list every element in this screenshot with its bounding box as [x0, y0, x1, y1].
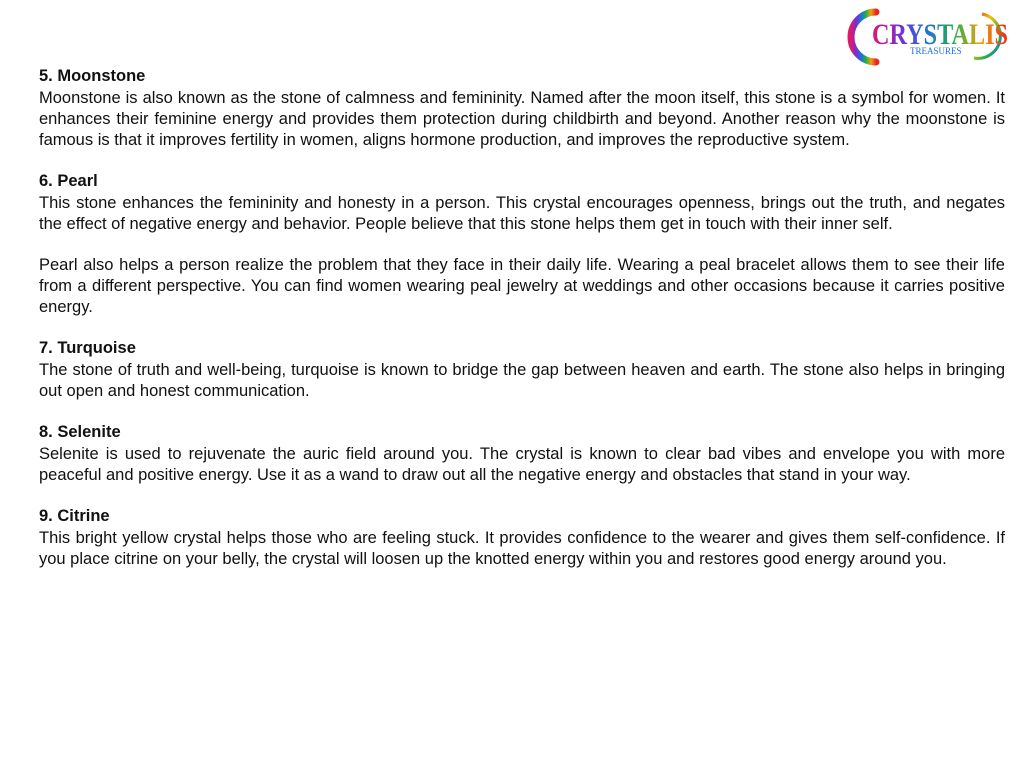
- section-moonstone: [39, 66, 1005, 151]
- section-turquoise: [39, 338, 1005, 402]
- section-pearl: [39, 171, 1005, 318]
- paragraph: This stone enhances the femininity and honesty in a person. This crystal encourages openness, brings out the truth, and negates the effect of negative energy and behavior. People believe that this stone helps them get in touch with their inner self.: [39, 194, 1005, 233]
- paragraph: The stone of truth and well-being, turquoise is known to bridge the gap between heaven and earth. The stone also helps in bringing out open and honest communication.: [39, 361, 1005, 400]
- section-title: 5. Moonstone: [39, 67, 146, 85]
- paragraph: Selenite is used to rejuvenate the auric field around you. The crystal is known to clear bad vibes and envelope you with more peaceful and positive energy. Use it as a wand to draw out all the negative energy and obstacles that stand in your way.: [39, 445, 1005, 484]
- paragraph: Pearl also helps a person realize the problem that they face in their daily life. Wearing a peal bracelet allows them to see their life from a different perspective. You can find women wearing peal jewelry at weddings and other occasions because it carries positive energy.: [39, 256, 1005, 316]
- logo-tagline-text: TREASURES: [910, 46, 962, 56]
- logo-graphic: [846, 6, 1014, 70]
- paragraph: This bright yellow crystal helps those who are feeling stuck. It provides confidence to the wearer and gives them self-confidence. If you place citrine on your belly, the crystal will loosen up the knotted energy within you and restores good energy around you.: [39, 529, 1005, 568]
- article-body: [39, 66, 1005, 590]
- section-title: 9. Citrine: [39, 507, 110, 525]
- section-title: 8. Selenite: [39, 423, 121, 441]
- paragraph: Moonstone is also known as the stone of calmness and femininity. Named after the moon itself, this stone is a symbol for women. It enhances their feminine energy and provides them protection during childbirth and beyond. Another reason why the moonstone is famous is that it improves fertility in women, aligns hormone production, and improves the reproductive system.: [39, 89, 1005, 149]
- section-title: 7. Turquoise: [39, 339, 136, 357]
- section-selenite: [39, 422, 1005, 486]
- logo-brand-text: CRYSTALIS: [872, 18, 1008, 51]
- section-title: 6. Pearl: [39, 172, 98, 190]
- crystalis-logo: [846, 6, 1014, 70]
- section-citrine: [39, 506, 1005, 570]
